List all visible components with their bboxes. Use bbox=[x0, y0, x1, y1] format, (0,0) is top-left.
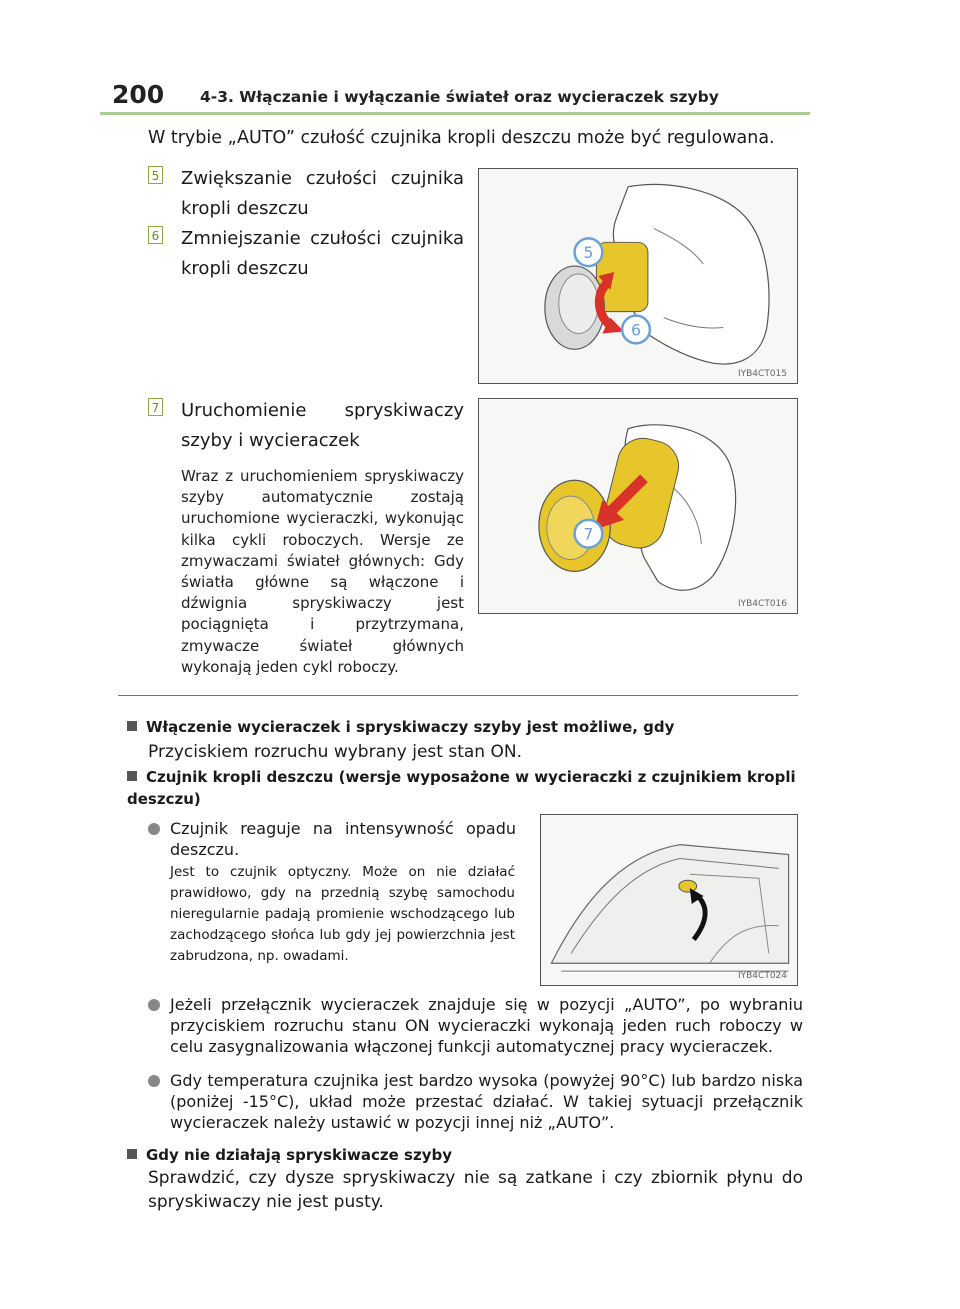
bullet-temperature: Gdy temperatura czujnika jest bardzo wysoka (powyżej 90°C) lub bardzo niska (poniżej -15°C), układ może przestać działać. W takiej sytuacji przełącznik wycieraczek należy ustawić w pozycji innej niż „AUTO”. bbox=[148, 1070, 803, 1133]
section-title: 4-3. Włączanie i wyłączanie świateł oraz wycieraczek szyby bbox=[200, 88, 719, 106]
circle-bullet-icon bbox=[148, 1075, 160, 1087]
stalk-illustration bbox=[479, 399, 797, 613]
callout-6: 6 bbox=[630, 320, 642, 340]
sensor-small-note: Jest to czujnik optyczny. Może on nie działać prawidłowo, gdy na przednią szybę samochodu nieregularnie padają promienie wschodzącego lub zachodzącego słońca lub gdy jej powierzchnia jest zabrudzona, np. owadami. bbox=[170, 864, 515, 964]
figure-code: IYB4CT024 bbox=[737, 971, 787, 981]
figure-code: IYB4CT015 bbox=[737, 369, 787, 379]
figure-sensitivity-knob bbox=[478, 168, 798, 384]
figure-windshield-sensor bbox=[540, 814, 798, 986]
step-badge: 7 bbox=[148, 398, 163, 416]
header-rule bbox=[100, 112, 810, 115]
square-bullet-icon bbox=[127, 1149, 137, 1159]
step-title: Uruchomienie spryskiwaczy szyby i wycieraczek bbox=[181, 400, 464, 451]
note-heading-2: Czujnik kropli deszczu (wersje wyposażone w wycieraczki z czujnikiem kropli deszczu) bbox=[127, 768, 796, 808]
knob-illustration bbox=[479, 169, 797, 383]
callout-7: 7 bbox=[583, 524, 594, 544]
note-heading-3: Gdy nie działają spryskiwacze szyby bbox=[127, 1144, 807, 1166]
step-badge: 6 bbox=[148, 226, 163, 244]
step-title: Zwiększanie czułości czujnika kropli deszczu bbox=[181, 168, 464, 219]
callout-5: 5 bbox=[583, 243, 594, 263]
circle-bullet-icon bbox=[148, 823, 160, 835]
intro-text: W trybie „AUTO” czułość czujnika kropli deszczu może być regulowana. bbox=[148, 128, 775, 148]
step-6 bbox=[148, 224, 464, 284]
square-bullet-icon bbox=[127, 721, 137, 731]
bullet-sensor-reacts: Czujnik reaguje na intensywność opadu deszczu. bbox=[148, 818, 516, 860]
note-body-1: Przyciskiem rozruchu wybrany jest stan ON. bbox=[148, 742, 522, 762]
step-title: Zmniejszanie czułości czujnika kropli deszczu bbox=[181, 228, 464, 279]
page-header bbox=[0, 0, 960, 122]
step-7 bbox=[148, 396, 464, 678]
square-bullet-icon bbox=[127, 771, 137, 781]
circle-bullet-icon bbox=[148, 999, 160, 1011]
bullet-auto-position: Jeżeli przełącznik wycieraczek znajduje się w pozycji „AUTO”, po wybraniu przyciskiem rozruchu stanu ON wycieraczki wykonają jeden ruch roboczy w celu zasygnalizowania włączonej funkcji automatycznej pracy wycieraczek. bbox=[148, 994, 803, 1057]
note-heading-1: Włączenie wycieraczek i spryskiwaczy szyby jest możliwe, gdy bbox=[127, 716, 807, 738]
section-rule bbox=[118, 695, 798, 696]
page-number: 200 bbox=[112, 80, 165, 109]
windshield-illustration bbox=[541, 815, 797, 985]
step-5 bbox=[148, 164, 464, 224]
step-badge: 5 bbox=[148, 166, 163, 184]
figure-washer-stalk bbox=[478, 398, 798, 614]
step-description: Wraz z uruchomieniem spryskiwaczy szyby automatycznie zostają uruchomione wycieraczki, wykonując kilka cykli roboczych. Wersje ze zmywaczami świateł głównych: Gdy światła główne są włączone i dźwignia spryskiwaczy jest pociągnięta i przytrzymana, zmywacze świateł głównych wykonają jeden cykl roboczy. bbox=[181, 467, 464, 676]
note-body-3: Sprawdzić, czy dysze spryskiwaczy nie są zatkane i czy zbiornik płynu do spryskiwaczy nie jest pusty. bbox=[148, 1168, 803, 1212]
figure-code: IYB4CT016 bbox=[737, 599, 787, 609]
